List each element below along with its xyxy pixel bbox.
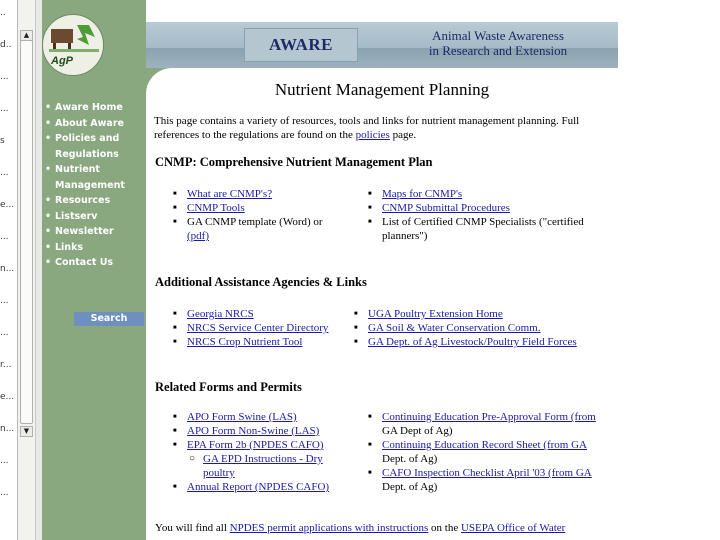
list-link[interactable]: What are CNMP's? [187,188,273,200]
tagline-line-1: Animal Waste Awareness [432,28,564,43]
nav-bullet-icon: • [45,117,52,129]
sidebar-item-label: Nutrient [55,164,100,175]
cnmp-heading: CNMP: Comprehensive Nutrient Management Plan [155,155,433,169]
assistance-heading: Additional Assistance Agencies & Links [155,275,367,289]
strip-fragment: ... [0,296,9,306]
list-item [368,424,608,438]
list-link[interactable]: CNMP Submittal Procedures [382,202,510,214]
forms-list-right [368,410,608,494]
strip-fragment: s [0,136,5,146]
sidebar [42,0,146,540]
square-bullet-icon: ■ [173,205,177,211]
square-bullet-icon: ■ [368,442,372,448]
square-bullet-icon: ■ [173,325,177,331]
list-item [368,452,608,466]
assistance-list-right [354,307,604,349]
strip-fragment: ... [0,232,9,242]
list-item[interactable] [173,410,363,424]
list-item[interactable] [173,424,363,438]
strip-fragment: ... [0,456,9,466]
nav-bullet-icon: • [45,226,52,237]
right-blank-area [618,0,720,540]
square-bullet-icon: ■ [173,484,177,490]
list-link[interactable]: NRCS Crop Nutrient Tool [187,336,303,348]
header-tagline [378,28,618,58]
nav-bullet-icon: • [45,102,52,113]
square-bullet-icon: ■ [354,339,358,345]
list-item[interactable] [368,187,608,201]
cnmp-list-left [173,187,363,243]
list-item[interactable] [173,307,363,321]
intro-paragraph [154,114,614,142]
sidebar-item-policies-and[interactable] [42,131,146,147]
top-margin [146,0,618,22]
assistance-list-left [173,307,363,349]
list-item[interactable] [354,321,604,335]
square-bullet-icon: ■ [173,191,177,197]
list-link[interactable]: Continuing Education Pre-Approval Form (from [382,411,596,423]
intro-text-b: page. [389,129,417,141]
sidebar-item-label: Management [55,179,125,191]
scroll-down-arrow-icon[interactable]: ▼ [20,426,33,437]
scroll-up-arrow-icon[interactable]: ▲ [20,30,33,41]
agp-logo[interactable] [42,14,104,76]
strip-fragment: n... [0,264,15,274]
square-bullet-icon: ■ [368,219,372,225]
square-bullet-icon: ■ [354,311,358,317]
intro-line-2 [154,128,614,142]
nav-bullet-icon: • [45,133,52,144]
square-bullet-icon: ■ [354,325,358,331]
page-title: Nutrient Management Planning [274,80,490,99]
list-item[interactable] [173,187,363,201]
nav-bullet-icon: • [45,195,52,206]
footer-text-a: You will find all [155,522,230,534]
sidebar-item-resources[interactable] [42,193,146,209]
search-button[interactable]: Search [74,312,144,326]
strip-fragment: ... [0,488,9,498]
sidebar-item-label: Regulations [55,148,119,160]
strip-fragment: r... [0,360,12,370]
list-item[interactable] [173,480,363,494]
sidebar-item-newsletter[interactable] [42,224,146,240]
list-text: GA Dept of Ag) [382,425,453,437]
explorer-pane-fragment [0,0,18,540]
square-bullet-icon: ■ [368,470,372,476]
sidebar-item-management[interactable] [42,178,146,194]
circle-bullet-icon: ○ [189,453,196,464]
list-link[interactable]: (pdf) [187,230,209,242]
scrollbar-thumb[interactable] [20,40,33,424]
list-link[interactable]: poultry [203,467,235,479]
intro-line-1: This page contains a variety of resources, tools and links for nutrient management planning. Full [154,115,580,127]
logo-text: AgP [51,55,73,67]
list-item[interactable] [368,201,608,215]
sidebar-item-label: Resources [55,195,111,206]
list-item[interactable] [368,466,608,480]
list-link[interactable]: Continuing Education Record Sheet (from GA [382,439,587,451]
strip-fragment: e... [0,392,15,402]
sidebar-item-nutrient[interactable] [42,162,146,178]
sidebar-item-label: Listserv [55,210,98,222]
list-item[interactable] [173,229,363,243]
forms-heading: Related Forms and Permits [155,380,302,394]
npdes-link[interactable]: NPDES permit applications with instructions [229,522,429,534]
list-link[interactable]: UGA Poultry Extension Home [368,308,503,320]
sidebar-item-links[interactable] [42,240,146,256]
sidebar-item-label: Links [55,241,84,253]
list-link[interactable]: GA EPD Instructions - Dry [203,453,323,465]
list-item[interactable] [368,410,608,424]
strip-fragment: ... [0,104,9,114]
cnmp-list-right [368,187,608,243]
aware-title[interactable]: AWARE [244,28,358,62]
list-link[interactable]: Georgia NRCS [187,308,254,320]
list-link[interactable]: Annual Report (NPDES CAFO) [187,481,330,493]
list-link[interactable]: GA Dept. of Ag Livestock/Poultry Field Forces [368,336,577,348]
sidebar-item-regulations[interactable] [42,147,146,163]
list-item[interactable] [368,438,608,452]
sidebar-item-label: Policies and [55,133,120,144]
square-bullet-icon: ■ [368,205,372,211]
sidebar-item-aware-home[interactable] [42,100,146,116]
list-item[interactable] [173,438,363,452]
square-bullet-icon: ■ [173,414,177,420]
list-link[interactable]: NRCS Service Center Directory [187,322,329,334]
list-item [368,215,608,229]
list-item[interactable] [354,335,604,349]
list-item[interactable] [173,452,363,466]
list-link[interactable]: GA Soil & Water Conservation Comm. [368,322,541,334]
list-link[interactable]: EPA Form 2b (NPDES CAFO) [187,439,324,451]
sidebar-item-label: Contact Us [55,257,114,268]
square-bullet-icon: ■ [173,442,177,448]
sidebar-nav [42,100,146,271]
sidebar-item-label: Aware Home [55,102,123,113]
strip-fragment: ... [0,328,9,338]
square-bullet-icon: ■ [173,311,177,317]
vertical-scrollbar[interactable] [18,0,36,540]
list-link[interactable]: CNMP Tools [187,202,245,214]
footer-text-b: on the [428,522,461,534]
list-link[interactable]: APO Form Non-Swine (LAS) [187,425,320,437]
square-bullet-icon: ■ [368,191,372,197]
square-bullet-icon: ■ [173,219,177,225]
forms-list-left [173,410,363,494]
square-bullet-icon: ■ [173,339,177,345]
usepa-link[interactable]: USEPA Office of Water [460,522,566,534]
list-link[interactable]: Maps for CNMP's [382,188,463,200]
list-item [368,229,608,243]
strip-fragment: .. [0,8,6,18]
sidebar-item-label: About Aware [55,117,124,129]
intro-text-a: references to the regulations are found on the [154,129,356,141]
sidebar-item-listserv[interactable] [42,209,146,225]
sidebar-item-about-aware[interactable] [42,116,146,132]
nav-bullet-icon: • [45,164,52,175]
strip-fragment: n... [0,424,15,434]
list-item[interactable] [173,466,363,480]
list-item [368,480,608,494]
list-text: GA CNMP template (Word) or [187,216,323,228]
list-item[interactable] [173,321,363,335]
nav-bullet-icon: • [45,210,52,222]
list-link[interactable]: APO Form Swine (LAS) [187,411,297,423]
strip-fragment: d.. [0,40,12,50]
sidebar-item-contact-us[interactable] [42,255,146,271]
sidebar-item-label: Newsletter [55,226,114,237]
square-bullet-icon: ■ [368,414,372,420]
nav-bullet-icon: • [45,257,52,268]
list-text: List of Certified CNMP Specialists ("certified [382,216,584,228]
list-item[interactable] [173,335,363,349]
strip-fragment: ... [0,72,9,82]
square-bullet-icon: ■ [173,428,177,434]
list-text: planners") [382,230,428,242]
strip-fragment: ... [0,168,9,178]
strip-fragment: e... [0,200,15,210]
list-text: Dept. of Ag) [382,481,438,493]
footer-paragraph [155,521,615,535]
list-item [173,215,363,229]
nav-bullet-icon: • [45,241,52,253]
list-item[interactable] [354,307,604,321]
policies-link[interactable]: policies [355,129,390,141]
list-link[interactable]: CAFO Inspection Checklist April '03 (from GA [382,467,592,479]
tagline-line-2: in Research and Extension [428,43,568,58]
list-item[interactable] [173,201,363,215]
site-header [146,22,618,68]
list-text: Dept. of Ag) [382,453,438,465]
